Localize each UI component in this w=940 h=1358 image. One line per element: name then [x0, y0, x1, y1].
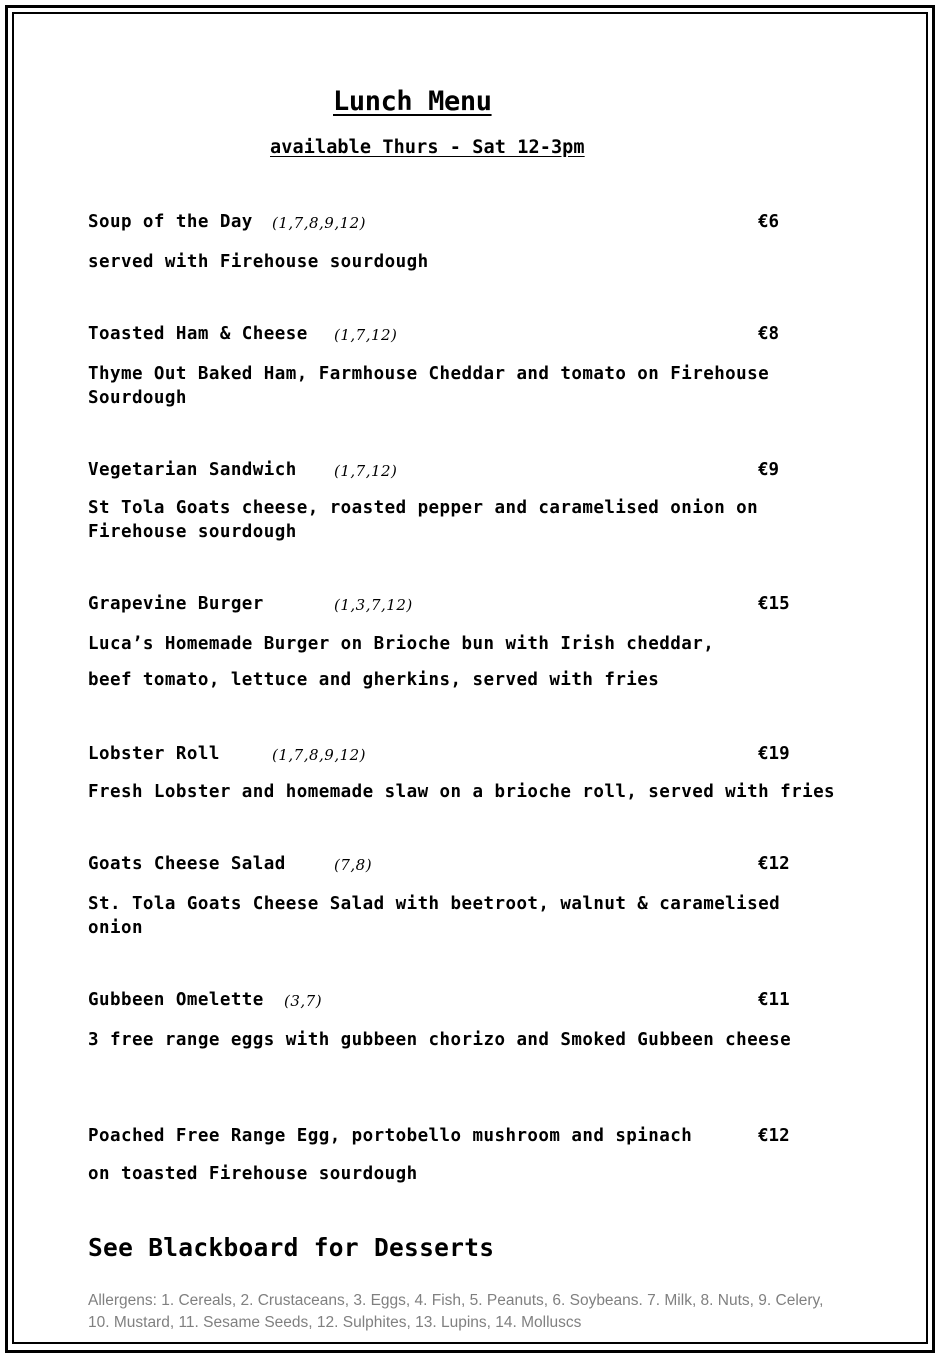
menu-title: Lunch Menu	[333, 86, 492, 117]
menu-item-name: Goats Cheese Salad	[88, 854, 286, 874]
menu-item-name: Vegetarian Sandwich	[88, 460, 297, 480]
menu-item-name: Gubbeen Omelette	[88, 990, 264, 1010]
menu-item-description: Thyme Out Baked Ham, Farmhouse Cheddar and tomato on Firehouse	[88, 364, 770, 384]
menu-item-price: €6	[758, 212, 780, 232]
menu-item-allergens: (1,7,8,9,12)	[272, 214, 367, 232]
menu-item-price: €11	[758, 990, 790, 1010]
menu-item-name: Grapevine Burger	[88, 594, 264, 614]
menu-item-description: St Tola Goats cheese, roasted pepper and caramelised onion on	[88, 498, 759, 518]
menu-item-name: Lobster Roll	[88, 744, 220, 764]
menu-item-price: €8	[758, 324, 780, 344]
menu-item-allergens: (3,7)	[284, 992, 323, 1010]
menu-item-price: €9	[758, 460, 780, 480]
menu-item-description: 3 free range eggs with gubbeen chorizo and Smoked Gubbeen cheese	[88, 1030, 792, 1050]
menu-item-description: Firehouse sourdough	[88, 522, 297, 542]
menu-item-allergens: (1,7,12)	[334, 326, 398, 344]
menu-availability: available Thurs - Sat 12-3pm	[270, 137, 585, 158]
menu-item-price: €12	[758, 854, 790, 874]
menu-item-description: beef tomato, lettuce and gherkins, served with fries	[88, 670, 660, 690]
menu-item-price: €15	[758, 594, 790, 614]
menu-item-description: served with Firehouse sourdough	[88, 252, 429, 272]
menu-item-allergens: (7,8)	[334, 856, 373, 874]
menu-item-name: Soup of the Day	[88, 212, 253, 232]
menu-item-description: St. Tola Goats Cheese Salad with beetroot, walnut & caramelised	[88, 894, 781, 914]
menu-item-name: Toasted Ham & Cheese	[88, 324, 308, 344]
menu-item-price: €19	[758, 744, 790, 764]
menu-item-allergens: (1,7,12)	[334, 462, 398, 480]
menu-item-description: Sourdough	[88, 388, 187, 408]
menu-item-description: onion	[88, 918, 143, 938]
menu-item-description: Fresh Lobster and homemade slaw on a brioche roll, served with fries	[88, 782, 836, 802]
desserts-note: See Blackboard for Desserts	[88, 1233, 495, 1262]
menu-item-allergens: (1,7,8,9,12)	[272, 746, 367, 764]
menu-item-description: on toasted Firehouse sourdough	[88, 1164, 418, 1184]
menu-item-allergens: (1,3,7,12)	[334, 596, 413, 614]
menu-item-name: Poached Free Range Egg, portobello mushroom and spinach	[88, 1126, 693, 1146]
menu-item-price: €12	[758, 1126, 790, 1146]
menu-item-description: Luca’s Homemade Burger on Brioche bun with Irish cheddar,	[88, 634, 715, 654]
allergen-legend: Allergens: 1. Cereals, 2. Crustaceans, 3. Eggs, 4. Fish, 5. Peanuts, 6. Soybeans. 7. Milk, 8. Nuts, 9. Celery, 10. Mustard, 11. Sesame Seeds, 12. Sulphites, 13. Lupins, 14. Molluscs	[88, 1292, 824, 1331]
